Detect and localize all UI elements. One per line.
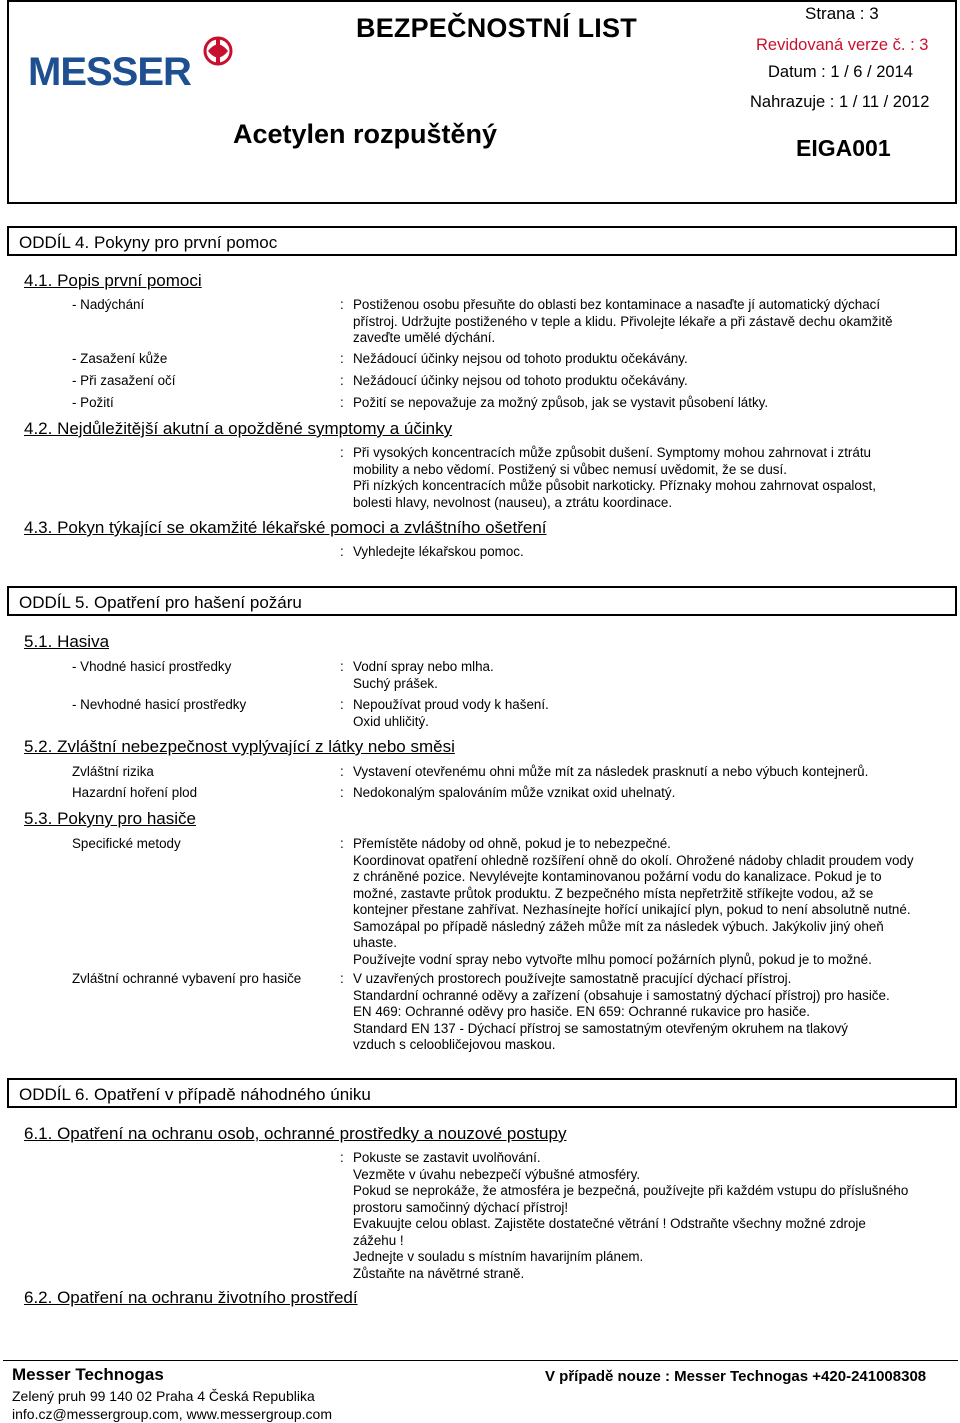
date: Datum : 1 / 6 / 2014 xyxy=(768,63,913,81)
text-symptoms: Při vysokých koncentracích může způsobit dušení. Symptomy mohou zahrnovat i ztrátu mobility a nebo vědomí. Postižený si vůbec nemusí uvědomit, že se dusí. Při nízkých koncentracích může působit narkoticky. Příznaky mohou zahrnovat ospalost, bolesti hlavy, nevolnost (nauseu), a ztrátu koordinace. xyxy=(353,445,876,510)
footer-company: Messer Technogas xyxy=(12,1365,164,1384)
text-personal-precautions: Pokuste se zastavit uvolňování. Vezměte v úvahu nebezpečí výbušné atmosféry. Pokud se neprokáže, že atmosféra je bezpečná, používejte při každém vstupu do příslušného prostoru samočinný dýchací přístroj! Evakuujte celou oblast. Zajistěte dostatečné větrání ! Odstraňte všechny možné zdroje zážehu ! Jednejte v souladu s místním havarijním plánem. Zůstaňte na návětrné straně. xyxy=(353,1150,909,1281)
document-code: EIGA001 xyxy=(796,135,891,161)
text-inhalation: Postiženou osobu přesuňte do oblasti bez kontaminace a nasaďte jí automatický dýchací přístroj. Udržujte postiženého v teple a klidu. Přivolejte lékaře a při zástavě dechu okamžitě zaveďte umělé dýchání. xyxy=(353,297,893,345)
label-inhalation: - Nadýchání xyxy=(72,297,145,312)
footer-emergency: V případě nouze : Messer Technogas +420-241008308 xyxy=(545,1368,927,1385)
text-unsuitable-media: Nepoužívat proud vody k hašení. Oxid uhličitý. xyxy=(353,697,549,729)
label-specific-methods: Specifické metody xyxy=(72,836,181,851)
colon: : xyxy=(340,836,344,851)
subsection-4-2: 4.2. Nejdůležitější akutní a opožděné symptomy a účinky xyxy=(24,419,453,438)
colon: : xyxy=(340,1150,344,1165)
footer-divider xyxy=(3,1360,958,1361)
text-specific-methods: Přemístěte nádoby od ohně, pokud je to nebezpečné. Koordinovat opatření ohledně rozšíření ohně do okolí. Ohrožené nádoby chladit proudem vody z chráněné pozice. Nevylévejte kontaminovanou požární vodu do kanalizace. Pokud je to možné, zastavte průtok produktu. Z bezpečného místa nepřetržitě stříkejte vodou, až se kontejner přestane zahřívat. Nezhasínejte hořící unikající plyn, pokud to není absolutně nutné. Samozápal po případě následný zážeh může mít za následek výbuch. Jakýkoliv jiný oheň uhaste. Používejte vodní spray nebo vytvořte mlhu pomocí požárních plynů, pokud je to možné. xyxy=(353,836,914,967)
label-ingestion: - Požití xyxy=(72,395,114,410)
colon: : xyxy=(340,297,344,312)
subsection-5-3: 5.3. Pokyny pro hasiče xyxy=(24,809,196,828)
section-5-heading: ODDÍL 5. Opatření pro hašení požáru xyxy=(7,586,957,616)
label-eye: - Při zasažení očí xyxy=(72,373,176,388)
subsection-4-3: 4.3. Pokyn týkající se okamžité lékařské pomoci a zvláštního ošetření xyxy=(24,518,547,537)
subsection-5-1: 5.1. Hasiva xyxy=(24,632,110,651)
label-hazardous-combustion: Hazardní hoření plod xyxy=(72,785,198,800)
text-skin: Nežádoucí účinky nejsou od tohoto produktu očekávány. xyxy=(353,351,688,366)
subsection-4-1: 4.1. Popis první pomoci xyxy=(24,271,202,290)
colon: : xyxy=(340,659,344,674)
text-specific-risks: Vystavení otevřenému ohni může mít za následek prasknutí a nebo výbuch kontejnerů. xyxy=(353,764,869,779)
footer-address: Zelený pruh 99 140 02 Praha 4 Česká Republika xyxy=(12,1388,315,1404)
footer-contact: info.cz@messergroup.com, www.messergroup.com xyxy=(12,1406,332,1422)
text-hazardous-combustion: Nedokonalým spalováním může vznikat oxid uhelnatý. xyxy=(353,785,676,800)
label-firefighter-ppe: Zvláštní ochranné vybavení pro hasiče xyxy=(72,971,302,986)
colon: : xyxy=(340,373,344,388)
revision: Revidovaná verze č. : 3 xyxy=(756,36,929,54)
colon: : xyxy=(340,785,344,800)
product-name: Acetylen rozpuštěný xyxy=(233,119,498,149)
colon: : xyxy=(340,697,344,712)
subsection-5-2: 5.2. Zvláštní nebezpečnost vyplývající z látky nebo směsi xyxy=(24,737,455,756)
label-specific-risks: Zvláštní rizika xyxy=(72,764,154,779)
subsection-6-1: 6.1. Opatření na ochranu osob, ochranné prostředky a nouzové postupy xyxy=(24,1124,567,1143)
colon: : xyxy=(340,764,344,779)
colon: : xyxy=(340,445,344,460)
colon: : xyxy=(340,351,344,366)
colon: : xyxy=(340,544,344,559)
section-6-heading: ODDÍL 6. Opatření v případě náhodného úniku xyxy=(7,1078,957,1108)
text-medical: Vyhledejte lékařskou pomoc. xyxy=(353,544,524,559)
brand-text: MESSER xyxy=(28,50,191,89)
page-number: Strana : 3 xyxy=(805,4,879,23)
supersedes: Nahrazuje : 1 / 11 / 2012 xyxy=(750,93,930,111)
text-suitable-media: Vodní spray nebo mlha. Suchý prášek. xyxy=(353,659,494,691)
document-title: BEZPEČNOSTNÍ LIST xyxy=(356,13,637,43)
label-suitable-media: - Vhodné hasicí prostředky xyxy=(72,659,232,674)
colon: : xyxy=(340,971,344,986)
messer-logo-icon xyxy=(28,34,238,89)
text-firefighter-ppe: V uzavřených prostorech používejte samostatně pracující dýchací přístroj. Standardní ochranné oděvy a zařízení (obsahuje i samostatný dýchací přístroj) pro hasiče. EN 469: Ochranné oděvy pro hasiče. EN 659: Ochranné rukavice pro hasiče. Standard EN 137 - Dýchací přístroj se samostatným otevřeným okruhem na tlakový vzduch s celoobličejovou maskou. xyxy=(353,971,890,1052)
colon: : xyxy=(340,395,344,410)
text-ingestion: Požití se nepovažuje za možný způsob, jak se vystavit působení látky. xyxy=(353,395,769,410)
messer-logo xyxy=(28,34,238,89)
label-skin: - Zasažení kůže xyxy=(72,351,168,366)
text-eye: Nežádoucí účinky nejsou od tohoto produktu očekávány. xyxy=(353,373,688,388)
label-unsuitable-media: - Nevhodné hasicí prostředky xyxy=(72,697,247,712)
section-4-heading: ODDÍL 4. Pokyny pro první pomoc xyxy=(7,226,957,256)
subsection-6-2: 6.2. Opatření na ochranu životního prostředí xyxy=(24,1288,358,1307)
